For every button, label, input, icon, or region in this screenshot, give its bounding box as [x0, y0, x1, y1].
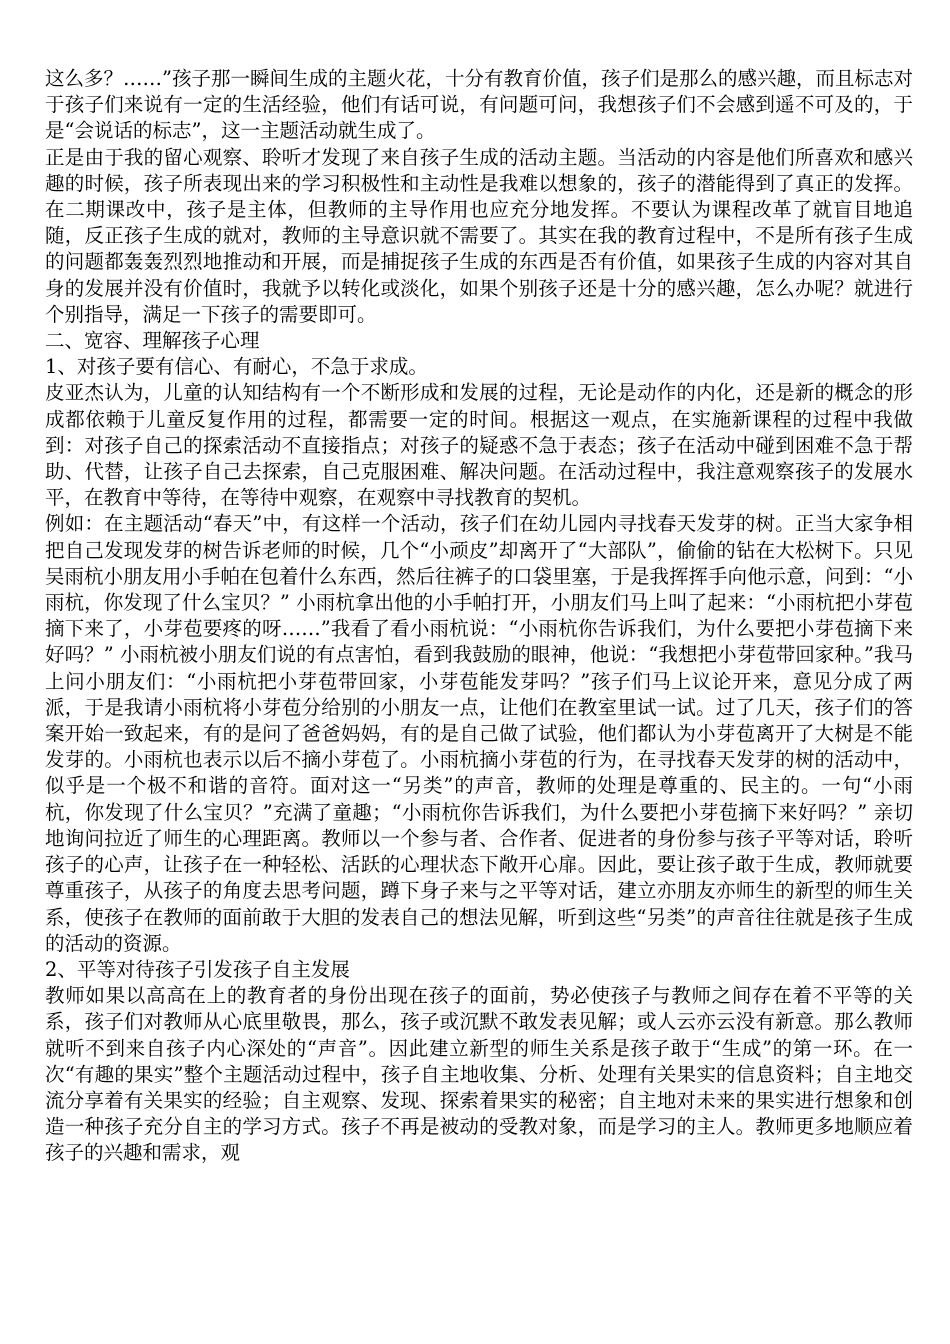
paragraph-example-spring: 例如：在主题活动“春天”中，有这样一个活动，孩子们在幼儿园内寻找春天发芽的树。正当大家争相把自己发现发芽的树告诉老师的时候，几个“小顽皮”却离开了“大部队”，偷偷的钻在大松树下。只见吴雨杭小朋友用小手帕在包着什么东西，然后往裤子的口袋里塞，于是我挥挥手向他示意，问到：“小雨杭，你发现了什么宝贝？” 小雨杭拿出他的小手帕打开，小朋友们马上叫了起来：“小雨杭把小芽苞摘下来了，小芽苞要疼的呀……”我看了看小雨杭说：“小雨杭你告诉我们，为什么要把小芽苞摘下来好吗？” 小雨杭被小朋友们说的有点害怕，看到我鼓励的眼神，他说：“我想把小芽苞带回家种。”我马上问小朋友们：“小雨杭把小芽苞带回家，小芽苞能发芽吗？”孩子们马上议论开来，意见分成了两派，于是我请小雨杭将小芽苞分给别的小朋友一点，让他们在教室里试一试。过了几天，孩子们的答案开始一致起来，有的是问了爸爸妈妈，有的是自己做了试验，他们都认为小芽苞离开了大树是不能发芽的。小雨杭也表示以后不摘小芽苞了。小雨杭摘小芽苞的行为，在寻找春天发芽的树的活动中，似乎是一个极不和谐的音符。面对这一“另类”的声音，教师的处理是尊重的、民主的。一句“小雨杭，你发现了什么宝贝？”充满了童趣；“小雨杭你告诉我们，为什么要把小芽苞摘下来好吗？” 亲切地询问拉近了师生的心理距离。教师以一个参与者、合作者、促进者的身份参与孩子平等对话，聆听孩子的心声，让孩子在一种轻松、活跃的心理状态下敞开心扉。因此，要让孩子敢于生成，教师就要尊重孩子，从孩子的角度去思考问题，蹲下身子来与之平等对话，建立亦朋友亦师生的新型的师生关系，使孩子在教师的面前敢于大胆的发表自己的想法见解，听到这些“另类”的声音往往就是孩子生成的活动的资源。 — [45, 512, 913, 955]
subheading-2: 2、平等对待孩子引发孩子自主发展 — [45, 957, 350, 981]
section-heading-2: 二、宽容、理解孩子心理 — [45, 329, 260, 353]
paragraph-equality: 教师如果以高高在上的教育者的身份出现在孩子的面前，势必使孩子与教师之间存在着不平等的关系，孩子们对教师从心底里敬畏，那么，孩子或沉默不敢发表见解；或人云亦云没有新意。那么教师就听不到来自孩子内心深处的“声音”。因此建立新型的师生关系是孩子敢于“生成”的第一环。在一次“有趣的果实”整个主题活动过程中，孩子自主地收集、分析、处理有关果实的信息资料；自主地交流分享着有关果实的经验；自主观察、发现、探索着果实的秘密；自主地对未来的果实进行想象和创造一种孩子充分自主的学习方式。孩子不再是被动的受教对象，而是学习的主人。教师更多地顺应着孩子的兴趣和需求，观 — [45, 984, 913, 1165]
paragraph-observation: 正是由于我的留心观察、聆听才发现了来自孩子生成的活动主题。当活动的内容是他们所喜欢和感兴趣的时候，孩子所表现出来的学习积极性和主动性是我难以想象的，孩子的潜能得到了真正的发挥。在二期课改中，孩子是主体，但教师的主导作用也应充分地发挥。不要认为课程改革了就盲目地追随，反正孩子生成的就对，教师的主导意识就不需要了。其实在我的教育过程中，不是所有孩子生成的问题都轰轰烈烈地推动和开展，而是捕捉孩子生成的东西是否有价值，如果孩子生成的内容对其自身的发展并没有价值时，我就予以转化或淡化，如果个别孩子还是十分的感兴趣，怎么办呢？就进行个别指导，满足一下孩子的需要即可。 — [45, 145, 913, 326]
paragraph-continuation: 这么多？……”孩子那一瞬间生成的主题火花，十分有教育价值，孩子们是那么的感兴趣，而且标志对于孩子们来说有一定的生活经验，他们有话可说，有问题可问，我想孩子们不会感到遥不可及的，于是“会说话的标志”，这一主题活动就生成了。 — [45, 67, 913, 143]
document-page — [45, 66, 913, 1167]
subheading-1: 1、对孩子要有信心、有耐心，不急于求成。 — [45, 355, 428, 379]
paragraph-piaget: 皮亚杰认为，儿童的认知结构有一个不断形成和发展的过程，无论是动作的内化，还是新的概念的形成都依赖于儿童反复作用的过程，都需要一定的时间。根据这一观点，在实施新课程的过程中我做到：对孩子自己的探索活动不直接指点；对孩子的疑惑不急于表态；孩子在活动中碰到困难不急于帮助、代替，让孩子自己去探索，自己克服困难、解决问题。在活动过程中，我注意观察孩子的发展水平，在教育中等待，在等待中观察，在观察中寻找教育的契机。 — [45, 381, 913, 510]
